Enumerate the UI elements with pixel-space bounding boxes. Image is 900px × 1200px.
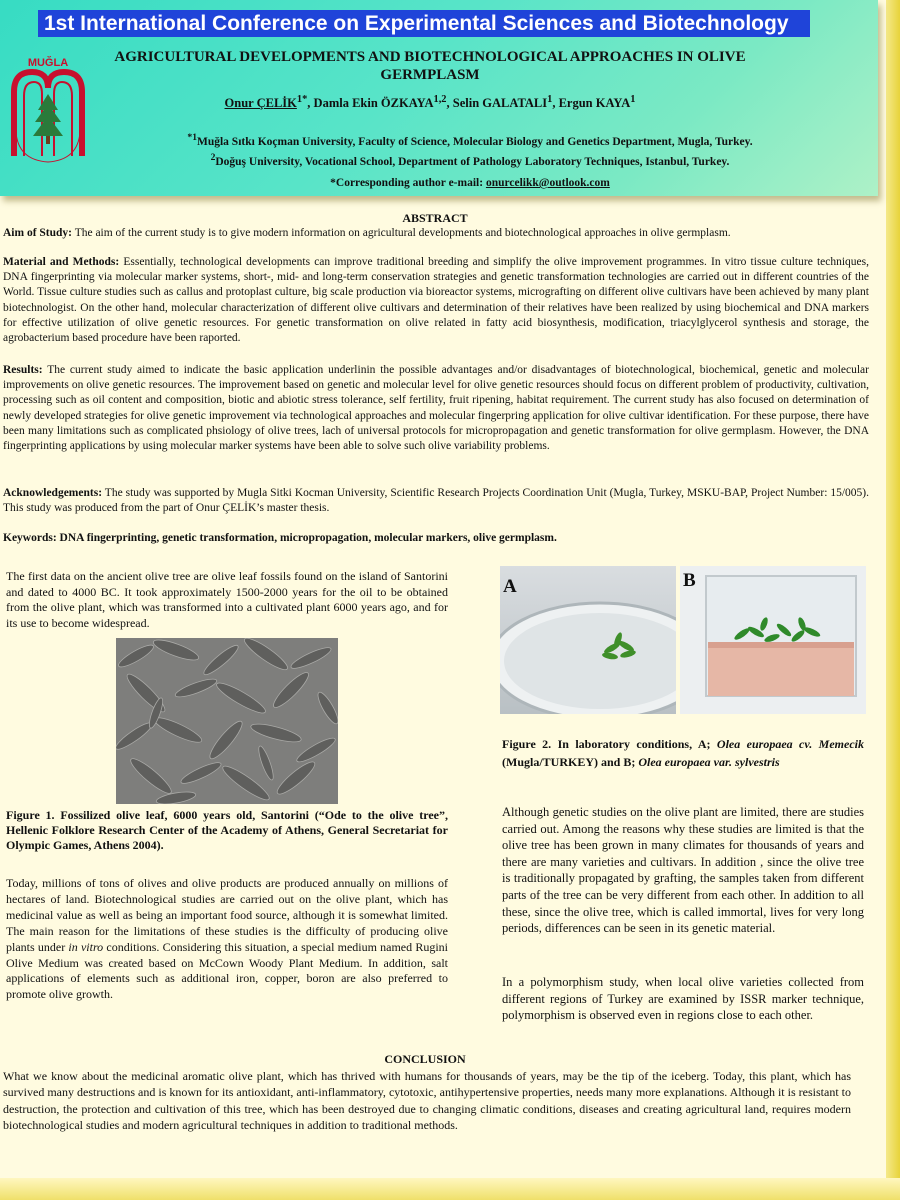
author-2-affil: 1,2	[433, 94, 447, 105]
figure-2-caption: Figure 2. In laboratory conditions, A; Olea europaea cv. Memecik (Mugla/TURKEY) and B; Olea europaea var. sylvestris	[502, 737, 864, 769]
polymorphism-paragraph: In a polymorphism study, when local olive varieties collected from different regions of Turkey are examined by ISSR marker technique, polymorphism is observed even in regions close to each other.	[502, 975, 864, 1023]
figure-1-caption: Figure 1. Fossilized olive leaf, 6000 years old, Santorini (“Ode to the olive tree”, Hellenic Folklore Research Center of the Academy of Athens, General Secretariat for Olympic Games, Athens 2004).	[6, 808, 448, 853]
poster-right-border	[886, 0, 900, 1200]
figure-2a-petri-dish-image	[500, 566, 676, 714]
author-1: Onur ÇELİK	[224, 96, 297, 111]
conference-banner: 1st International Conference on Experimental Sciences and Biotechnology	[38, 10, 810, 37]
figure-2a-label: A	[503, 576, 517, 597]
paper-title: AGRICULTURAL DEVELOPMENTS AND BIOTECHNOLOGICAL APPROACHES IN OLIVE GERMPLASM	[114, 49, 746, 83]
abstract-heading: ABSTRACT	[402, 211, 468, 225]
affiliations	[90, 130, 850, 170]
poster-header	[0, 0, 878, 196]
figure-2b-label: B	[683, 570, 696, 591]
intro-paragraph: The first data on the ancient olive tree are olive leaf fossils found on the island of Santorini and dated to 4000 BC. It took approximately 1500-2000 years for the oil to be obtained from the olive plant, which was transformed into a cultivated plant 6000 years ago, and for its use to become widespread.	[6, 569, 448, 630]
figure-2b-jar-image	[680, 566, 866, 714]
author-1-affil: 1*	[296, 94, 308, 105]
fossil-texture	[116, 638, 338, 804]
author-2: Damla Ekin ÖZKAYA	[313, 96, 434, 111]
affiliation-2: $^2$Doğuş University, Vocational School, Department of Pathology Laboratory Techniques, Istanbul, Turkey.	[210, 151, 730, 168]
genetic-studies-paragraph: Although genetic studies on the olive plant are limited, there are studies carried out. Among the reasons why these studies are limited is that the olive tree has been grown in many climates for thousands of years and there are many varieties and cultivars. In addition , since the olive tree is traditionally propagated by grafting, the samples taken from different parts of the tree can be very different from each other. In addition to all these, since the olive tree, which is called immortal, lives for very long periods, differences can be seen in its genetic material.	[502, 805, 864, 936]
university-logo	[8, 52, 88, 164]
figure-1-fossil-image	[116, 638, 338, 804]
corresponding-label: *Corresponding author e-mail:	[330, 177, 484, 189]
abstract-aim: Aim of Study: The aim of the current study is to give modern information on agricultural developments and biotechnological approaches in olive germplasm.	[3, 227, 731, 239]
abstract-methods: Material and Methods: Essentially, technological developments can improve traditional breeding and simplify the olive improvement programmes. In vitro tissue culture techniques, DNA fingerprinting via molecular marker systems, short-, mid- and long-term conservation strategies and genetic transformation technologies are carried out in different countries of the World. Tissue culture studies such as callus and protoplast culture, big scale production via bioreactor systems, micrografting on different olive cultivars have been achieved by many plant biotechnologist. On the other hand, molecular characterization of different olive cultivars and determination of their relatives have been realized by using biochemical and DNA markers for effective utilization of olive genetic resources. For genetic transformation on olive related in fatty acid biosynthesis, modification, triacylglycerol synthesis and storage, the agrobacterium based procedure have been raported.	[3, 256, 870, 345]
abstract-results: Results: The current study aimed to indicate the basic application underlinin the possible advantages and/or disadvantages of biotechnological, biochemical, genetic and molecular improvements on olive genetic resources. The improvement based on genetic and molecular level for olive genetic resources should focus on different problem of productivity, cultivation, processing such as oil content and composition, biotic and abiotic stress tolerance, self fertility, fruit ripening, habitat requirement. The current study has also focused on determination of newly developed strategies for olive genetic improvement via technological approaches and molecular fingerpring application for olive cultivar identification. For these purpose, there have been many limitations such as complicated phsiology of olive trees, lach of universal protocols for micropropagation and genetic transformation for olive germplasm. However, the DNA fingerprinting applications by using molecular marker systems have been able to solve such olive variability problems.	[3, 364, 869, 453]
poster-bottom-border	[0, 1178, 900, 1200]
pine-tree-icon	[33, 94, 63, 144]
author-3: Selin GALATALI	[452, 96, 548, 111]
conclusion-heading: CONCLUSION	[384, 1052, 466, 1066]
conclusion-paragraph: What we know about the medicinal aromatic olive plant, which has thrived with humans for thousands of years, may be the tip of the iceberg. Today, this plant, which has survived many destructions and is known for its antioxidant, anti-inflammatory, cytotoxic, antihypertensive properties, needs many more explanations. Although it is resistant to destruction, the protection and cultivation of this tree, which has been destroyed due to changing climatic conditions, diseases and creating agricultural land, requires modern biotechnological studies and modern agricultural techniques in addition to traditional methods.	[3, 1069, 851, 1133]
abstract-acknowledgements: Acknowledgements: The study was supported by Mugla Sitki Kocman University, Scientific Research Projects Coordination Unit (Mugla, Turkey, MSKU-BAP, Project Number: 15/005). This study was produced from the part of Onur ÇELİK’s master thesis.	[3, 487, 869, 515]
author-3-affil: 1	[547, 94, 553, 105]
abstract-keywords: Keywords: DNA fingerprinting, genetic transformation, micropropagation, molecular markers, olive germplasm.	[3, 532, 557, 544]
affiliation-1: $^{*1}$Muğla Sıtkı Koçman University, Faculty of Science, Molecular Biology and Genetics Department, Mugla, Turkey.	[187, 132, 753, 148]
author-list: Onur $ÇELİK^{1*}$, Damla Ekin ÖZKAYA$^{1,2}$, Selin GALATALI$^1$, Ergun KAYA$^1$	[224, 94, 636, 111]
author-4: Ergun KAYA	[558, 96, 631, 111]
production-paragraph: Today, millions of tons of olives and olive products are produced annually on millions of hectares of land. Biotechnological studies are carried out on the olive plant, which has medicinal value as well as being an important food source, although it is somewhat limited. The main reason for the limitations of these studies is the difficulty of producing olive plants under in vitro conditions. Considering this situation, a special medium named Rugini Olive Medium was created based on McCown Woody Plant Medium. In addition, salt applications of elements such as additional iron, copper, boron are also preferred to promote olive growth.	[6, 876, 449, 1002]
author-4-affil: 1	[630, 94, 636, 105]
corresponding-email-link[interactable]: onurcelikk@outlook.com	[485, 177, 610, 189]
corresponding-author	[90, 176, 850, 190]
logo-wordmark: MUĞLA	[27, 57, 69, 69]
